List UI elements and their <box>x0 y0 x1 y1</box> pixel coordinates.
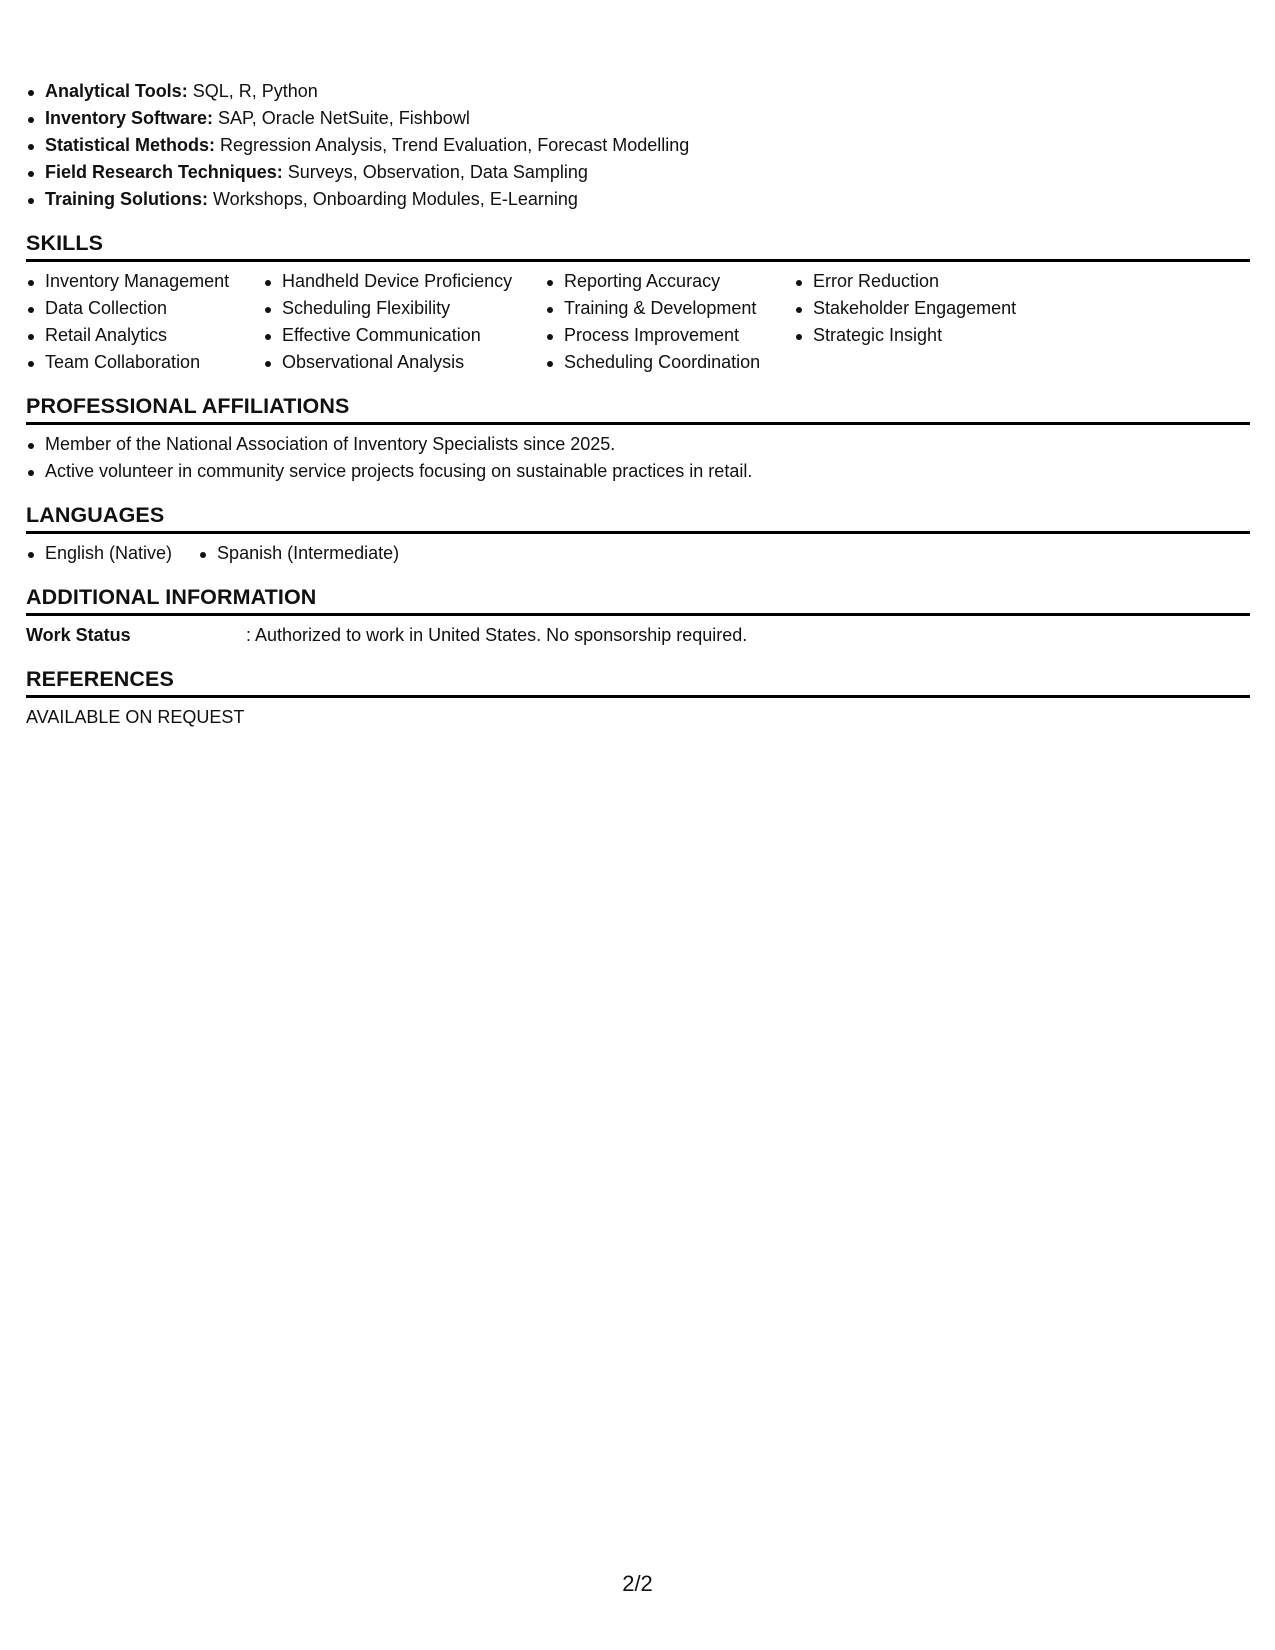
technical-skills-list <box>26 78 1250 213</box>
skill-item: Reporting Accuracy <box>545 268 794 295</box>
skill-item: Stakeholder Engagement <box>794 295 1054 322</box>
languages-list <box>26 540 1250 567</box>
technical-item-label: Analytical Tools: <box>45 81 188 101</box>
skills-column <box>263 268 545 376</box>
technical-item <box>26 186 1250 213</box>
skill-item: Scheduling Coordination <box>545 349 794 376</box>
technical-item <box>26 105 1250 132</box>
skill-item: Retail Analytics <box>26 322 263 349</box>
language-item: Spanish (Intermediate) <box>198 540 399 567</box>
skills-grid <box>26 268 1250 376</box>
references-text: AVAILABLE ON REQUEST <box>26 707 245 727</box>
additional-info-section <box>26 584 1250 649</box>
affiliation-item: Member of the National Association of Inventory Specialists since 2025. <box>26 431 1250 458</box>
work-status-label: Work Status <box>26 625 131 645</box>
technical-item-value: Workshops, Onboarding Modules, E-Learning <box>208 189 578 209</box>
resume-page <box>26 78 1250 731</box>
languages-section <box>26 502 1250 567</box>
technical-item <box>26 159 1250 186</box>
skills-column <box>545 268 794 376</box>
technical-item <box>26 132 1250 159</box>
additional-info-heading: ADDITIONAL INFORMATION <box>26 584 1250 616</box>
skill-item: Process Improvement <box>545 322 794 349</box>
technical-item-value: Regression Analysis, Trend Evaluation, Forecast Modelling <box>215 135 690 155</box>
technical-item <box>26 78 1250 105</box>
skills-section <box>26 230 1250 376</box>
references-section <box>26 666 1250 731</box>
affiliation-item: Active volunteer in community service projects focusing on sustainable practices in retail. <box>26 458 1250 485</box>
skill-item: Observational Analysis <box>263 349 545 376</box>
affiliations-heading: PROFESSIONAL AFFILIATIONS <box>26 393 1250 425</box>
language-item: English (Native) <box>26 540 172 567</box>
technical-item-value: Surveys, Observation, Data Sampling <box>282 162 588 182</box>
work-status-row <box>26 622 1250 649</box>
skill-item: Inventory Management <box>26 268 263 295</box>
skill-item: Data Collection <box>26 295 263 322</box>
skill-item: Error Reduction <box>794 268 1054 295</box>
work-status-value: : Authorized to work in United States. No sponsorship required. <box>246 625 748 645</box>
technical-item-label: Inventory Software: <box>45 108 214 128</box>
technical-item-label: Statistical Methods: <box>45 135 216 155</box>
affiliations-list <box>26 431 1250 485</box>
references-heading: REFERENCES <box>26 666 1250 698</box>
skill-item: Scheduling Flexibility <box>263 295 545 322</box>
technical-item-label: Field Research Techniques: <box>45 162 283 182</box>
page-number: 2/2 <box>622 1571 653 1596</box>
technical-item-value: SQL, R, Python <box>187 81 318 101</box>
technical-item-value: SAP, Oracle NetSuite, Fishbowl <box>213 108 470 128</box>
skill-item: Team Collaboration <box>26 349 263 376</box>
skill-item: Training & Development <box>545 295 794 322</box>
affiliations-section <box>26 393 1250 485</box>
technical-item-label: Training Solutions: <box>45 189 208 209</box>
languages-heading: LANGUAGES <box>26 502 1250 534</box>
skills-heading: SKILLS <box>26 230 1250 262</box>
skill-item: Effective Communication <box>263 322 545 349</box>
skills-column <box>26 268 263 376</box>
skill-item: Handheld Device Proficiency <box>263 268 545 295</box>
skills-column <box>794 268 1054 376</box>
skill-item: Strategic Insight <box>794 322 1054 349</box>
